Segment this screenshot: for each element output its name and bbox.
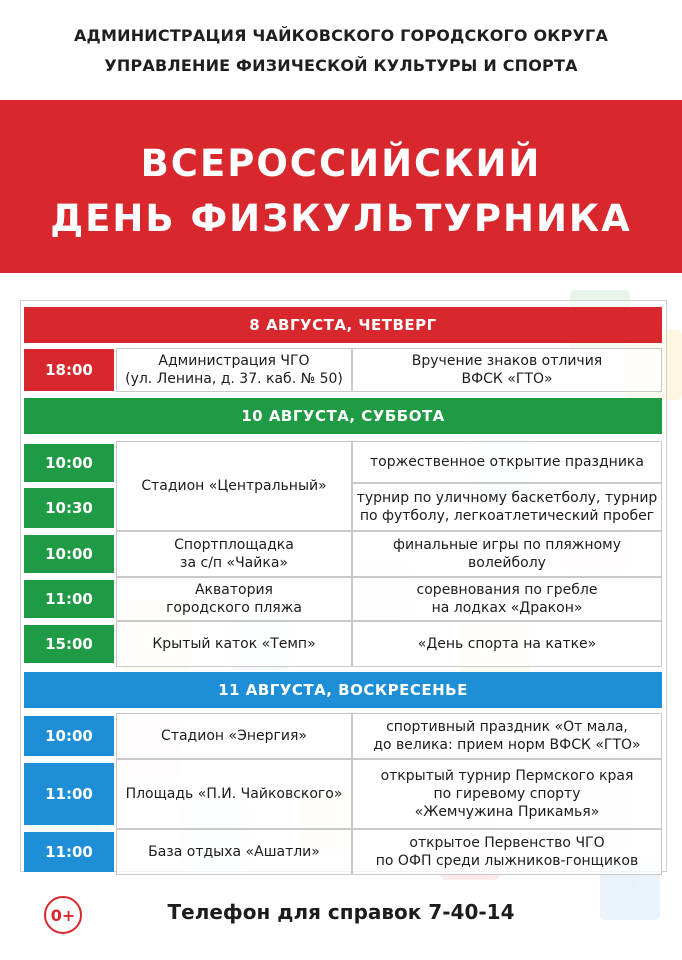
time-badge: 10:30 [24,488,114,528]
day-header-aug-11: 11 АВГУСТА, ВОСКРЕСЕНЬЕ [24,672,662,708]
phone-info: Телефон для справок 7-40-14 [167,900,515,924]
time-badge: 10:00 [24,535,114,573]
event-place: Стадион «Энергия» [116,713,352,759]
time-badge: 11:00 [24,763,114,825]
event-description: «День спорта на катке» [352,621,662,667]
time-badge: 11:00 [24,832,114,872]
event-place: Администрация ЧГО (ул. Ленина, д. 37. каб. № 50) [116,348,352,392]
title-line-1: ВСЕРОССИЙСКИЙ [140,142,542,185]
event-place: Акватория городского пляжа [116,577,352,621]
event-place: База отдыха «Ашатли» [116,829,352,875]
event-place: Крытый каток «Темп» [116,621,352,667]
title-banner [0,100,682,273]
event-place: Стадион «Центральный» [116,441,352,531]
time-badge: 11:00 [24,580,114,618]
event-description: Вручение знаков отличия ВФСК «ГТО» [352,348,662,392]
organization-line-2: УПРАВЛЕНИЕ ФИЗИЧЕСКОЙ КУЛЬТУРЫ И СПОРТА [104,56,578,75]
event-description: открытый турнир Пермского края по гиревому спорту «Жемчужина Прикамья» [352,759,662,829]
event-description: турнир по уличному баскетболу, турнир по футболу, легкоатлетический пробег [352,483,662,531]
age-rating-badge: 0+ [44,896,82,934]
time-badge: 10:00 [24,444,114,482]
title-line-2: ДЕНЬ ФИЗКУЛЬТУРНИКА [50,197,632,240]
event-description: торжественное открытие праздника [352,441,662,483]
event-description: финальные игры по пляжному волейболу [352,531,662,577]
event-description: соревнования по гребле на лодках «Дракон» [352,577,662,621]
event-description: открытое Первенство ЧГО по ОФП среди лыжников-гонщиков [352,829,662,875]
time-badge: 18:00 [24,349,114,391]
day-header-aug-8: 8 АВГУСТА, ЧЕТВЕРГ [24,307,662,343]
event-description: спортивный праздник «От мала, до велика: прием норм ВФСК «ГТО» [352,713,662,759]
day-header-aug-10: 10 АВГУСТА, СУББОТА [24,398,662,434]
organization-line-1: АДМИНИСТРАЦИЯ ЧАЙКОВСКОГО ГОРОДСКОГО ОКРУГА [73,26,609,45]
time-badge: 15:00 [24,625,114,663]
event-place: Площадь «П.И. Чайковского» [116,759,352,829]
time-badge: 10:00 [24,716,114,756]
event-place: Спортплощадка за с/п «Чайка» [116,531,352,577]
